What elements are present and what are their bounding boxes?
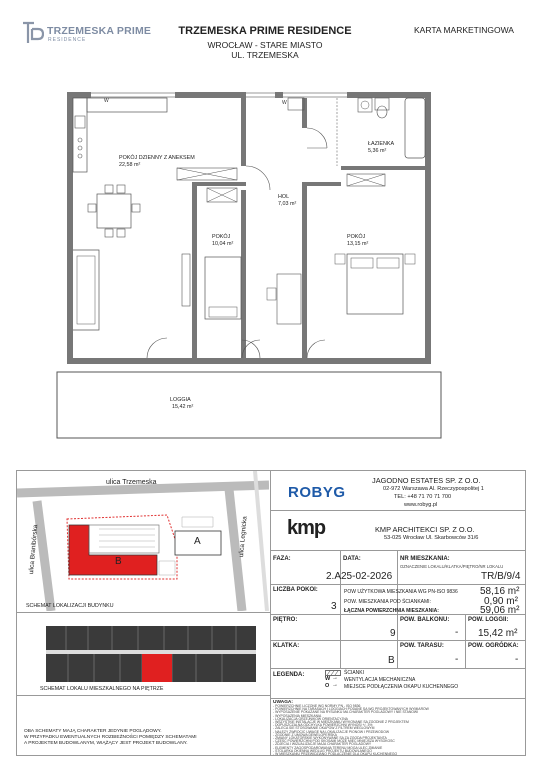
pietro-label: PIĘTRO: <box>273 617 298 623</box>
note-line-2: W PRZYPADKU EWENTUALNYCH ROZBIEŻNOŚCI POMIĘDZY SCHEMATAMI <box>24 735 197 740</box>
ogrodek-value: - <box>515 654 519 665</box>
logo-main-text: TRZEMESKA PRIME <box>47 25 152 37</box>
taras-label: POW. TARASU: <box>400 643 444 649</box>
legend-title: LEGENDA: <box>273 672 305 678</box>
selected-apartment <box>142 654 172 682</box>
loggia-value: 15,42 m² <box>478 628 518 639</box>
taras-value: - <box>455 654 459 665</box>
ogrodek-label: POW. OGRÓDKA: <box>468 643 519 649</box>
pokoi-label: LICZBA POKOI: <box>273 587 318 593</box>
balkon-value: - <box>455 627 459 638</box>
svg-text:W: W <box>104 98 109 104</box>
site-map <box>17 471 269 611</box>
remark-line: - STOLARKA OKIENNA WEDLUG PROJEKTU BUDOWLANEGO <box>273 748 372 753</box>
developer-name: JAGODNO ESTATES SP. Z O.O. <box>372 476 481 485</box>
note-line-1: OBA SCHEMATY MAJĄ CHARAKTER JEDYNIE POGLĄDOWY. <box>24 729 162 734</box>
remark-line: - LOKALIZACJA GRZEJNIKOW ORIENTACYJNA <box>273 716 348 721</box>
room-area-loggia: 15,42 m² <box>172 404 194 410</box>
legend-o-symbol: O <box>325 683 330 689</box>
building-b-label: B <box>115 556 122 567</box>
street-legnicka-label: ulica Legnicka <box>238 515 249 558</box>
pow2-value: 0,90 m² <box>484 596 518 607</box>
legend-item-ventilation: WENTYLACJA MECHANICZNA <box>344 677 416 683</box>
arrow-icon: → <box>332 675 338 681</box>
remarks-list <box>273 705 523 756</box>
room-area-room1: 10,04 m² <box>212 241 234 247</box>
pow1-label: POW UŻYTKOWA MIESZKANIA WG PN-ISO 9836 <box>344 589 458 595</box>
room-label-loggia: LOGGIA <box>170 397 191 403</box>
robyg-logo: ROBYG <box>288 484 346 501</box>
klatka-label: KLATKA: <box>273 643 300 649</box>
logo-sub-text: RESIDENCE <box>48 37 87 43</box>
building-b-shape <box>69 525 157 575</box>
data-label: DATA: <box>343 556 361 562</box>
remark-line: - ZALECA SIE STOSOWANIE OKAPOW Z FILTREM WEGLOWYM <box>273 726 375 731</box>
pow3-value: 59,06 m² <box>480 605 520 616</box>
floor-plan <box>55 82 445 444</box>
legend-w-symbol: W <box>325 676 331 682</box>
arrow-icon: → <box>332 682 338 688</box>
pokoi-value: 3 <box>331 601 337 612</box>
room-area-room2: 13,15 m² <box>347 241 369 247</box>
room-label-hall: HOL <box>278 194 290 200</box>
room-label-living: POKÓJ DZIENNY Z ANEKSEM <box>119 155 195 161</box>
remark-line: - WYPOSAZENIA MIESZKANIA <box>273 713 322 718</box>
city-text: WROCŁAW - STARE MIASTO <box>207 40 323 50</box>
pietro-value: 9 <box>390 628 396 639</box>
kmp-logo: kmp <box>287 517 326 539</box>
remark-line: - ELEMENTY ZAGOSPODAROWANIA TERENU MOGA ULEC ZMIANIE <box>273 745 383 750</box>
logo-icon <box>22 21 44 45</box>
header <box>0 0 542 70</box>
data-value: 25-02-2026 <box>341 571 393 582</box>
nr-sublabel: OZNACZENIE LOKALU/KLATKA/PIĘTRO/NR LOKALU <box>400 564 504 569</box>
remark-line: - ZMIANY LOKATORSKIE WYKONYWANE SA ZA ZGODA PROJEKTANTA <box>273 736 387 741</box>
nr-label: NR MIESZKANIA: <box>400 556 450 562</box>
faza-value: 2.A <box>326 571 342 582</box>
street-branibor-label: ulica Branibórska <box>28 524 40 575</box>
architect-name: KMP ARCHITEKCI SP. Z O.O. <box>375 525 475 534</box>
street-text: UL. TRZEMESKA <box>231 50 299 60</box>
remark-line: - NALEZY ZWROCIC UWAGE NA LOKALIZACJE PIONOW I PRZEWODOW <box>273 729 390 734</box>
legend-item-walls: ŚCIANKI <box>344 670 365 676</box>
svg-text:W: W <box>282 100 287 106</box>
room-area-bathroom: 5,36 m² <box>368 148 387 154</box>
remarks-title: UWAGA: <box>273 700 293 705</box>
remark-line: - POWIERZCHNIE LICZONE WG NORMY PN - ISO 9836 <box>273 704 361 708</box>
room-label-bathroom: ŁAZIENKA <box>368 141 395 147</box>
remark-line: - WYPOSAZENIE POKAZANE NA RYSUNKU MA CHARAKTER POGLADOWY I NIE STANOWI <box>273 710 419 715</box>
remark-line: - WSZYSTKIE INSTALACJE W MIESZKANIU WYKONANE SA ZGODNIE Z PROJEKTEM <box>273 720 409 725</box>
street-trzemeska-label: ulica Trzemeska <box>106 479 157 486</box>
architect-address: 53-025 Wrocław Ul. Skarbowców 31/6 <box>384 535 479 541</box>
loggia-label: POW. LOGGII: <box>468 617 509 623</box>
remark-line: - CZESC POWIERZCHNI POD SKOSAMI MOZE MIEC MNIEJSZA WYSOKOSC <box>273 739 395 744</box>
remark-line: - ZDJECIA I WIZUALIZACJE MAJA CHARAKTER POGLADOWY <box>273 742 372 747</box>
room-area-living: 22,58 m² <box>119 162 141 168</box>
card-type-text: KARTA MARKETINGOWA <box>414 25 514 35</box>
room-area-hall: 7,03 m² <box>278 201 297 207</box>
remark-line: - DOPUSZCZALNA ODCHYLKA POWIERZCHNI WYNOSI +/- 3% <box>273 723 373 728</box>
remark-line: - POWIERZCHNIE NA TARASACH I LOGGIACH PODANE SA WG PROJEKTOWANYCH WYMIAROW <box>273 707 429 712</box>
pow2-label: POW. MIESZKANIA POD ŚCIANKAMI: <box>344 599 431 605</box>
page-title: TRZEMESKA PRIME RESIDENCE <box>178 25 352 37</box>
floor-caption: SCHEMAT LOKALU MIESZKALNEGO NA PIĘTRZE <box>40 686 164 692</box>
developer-tel: TEL: +48 71 70 71 700 <box>394 494 452 500</box>
nr-value: TR/B/9/4 <box>481 571 521 582</box>
building-a-label: A <box>194 536 201 547</box>
developer-address: 02-972 Warszawa Al. Rzeczypospolitej 1 <box>383 486 484 492</box>
loggia-area <box>57 372 441 438</box>
pow3-label: ŁĄCZNA POWIERZCHNIA MIESZKANIA: <box>344 608 439 614</box>
pow1-value: 58,16 m² <box>480 586 520 597</box>
room-label-room2: POKÓJ <box>347 234 366 240</box>
developer-www: www.robyg.pl <box>404 502 438 508</box>
klatka-value: B <box>388 655 395 666</box>
remark-line: - ZGODNIE Z UMOWA DEWELOPERSKA <box>273 732 337 737</box>
remark-line: - W MIESZKANIU PRZEWIDZIANO PODLACZENIE DLA OKAPU KUCHENNEGO <box>273 752 398 757</box>
floor-schematic <box>46 626 256 684</box>
room-label-room1: POKÓJ <box>212 234 231 240</box>
faza-label: FAZA: <box>273 556 291 562</box>
balkon-label: POW. BALKONU: <box>400 617 450 623</box>
legend-item-hood: MIEJSCE PODŁĄCZENIA OKAPU KUCHENNEGO <box>344 684 459 690</box>
map-caption: SCHEMAT LOKALIZACJI BUDYNKU <box>26 603 114 609</box>
note-line-3: A PROJEKTEM BUDOWLANYM, WIĄŻĄCY JEST PROJEKT BUDOWLANY. <box>24 741 188 746</box>
